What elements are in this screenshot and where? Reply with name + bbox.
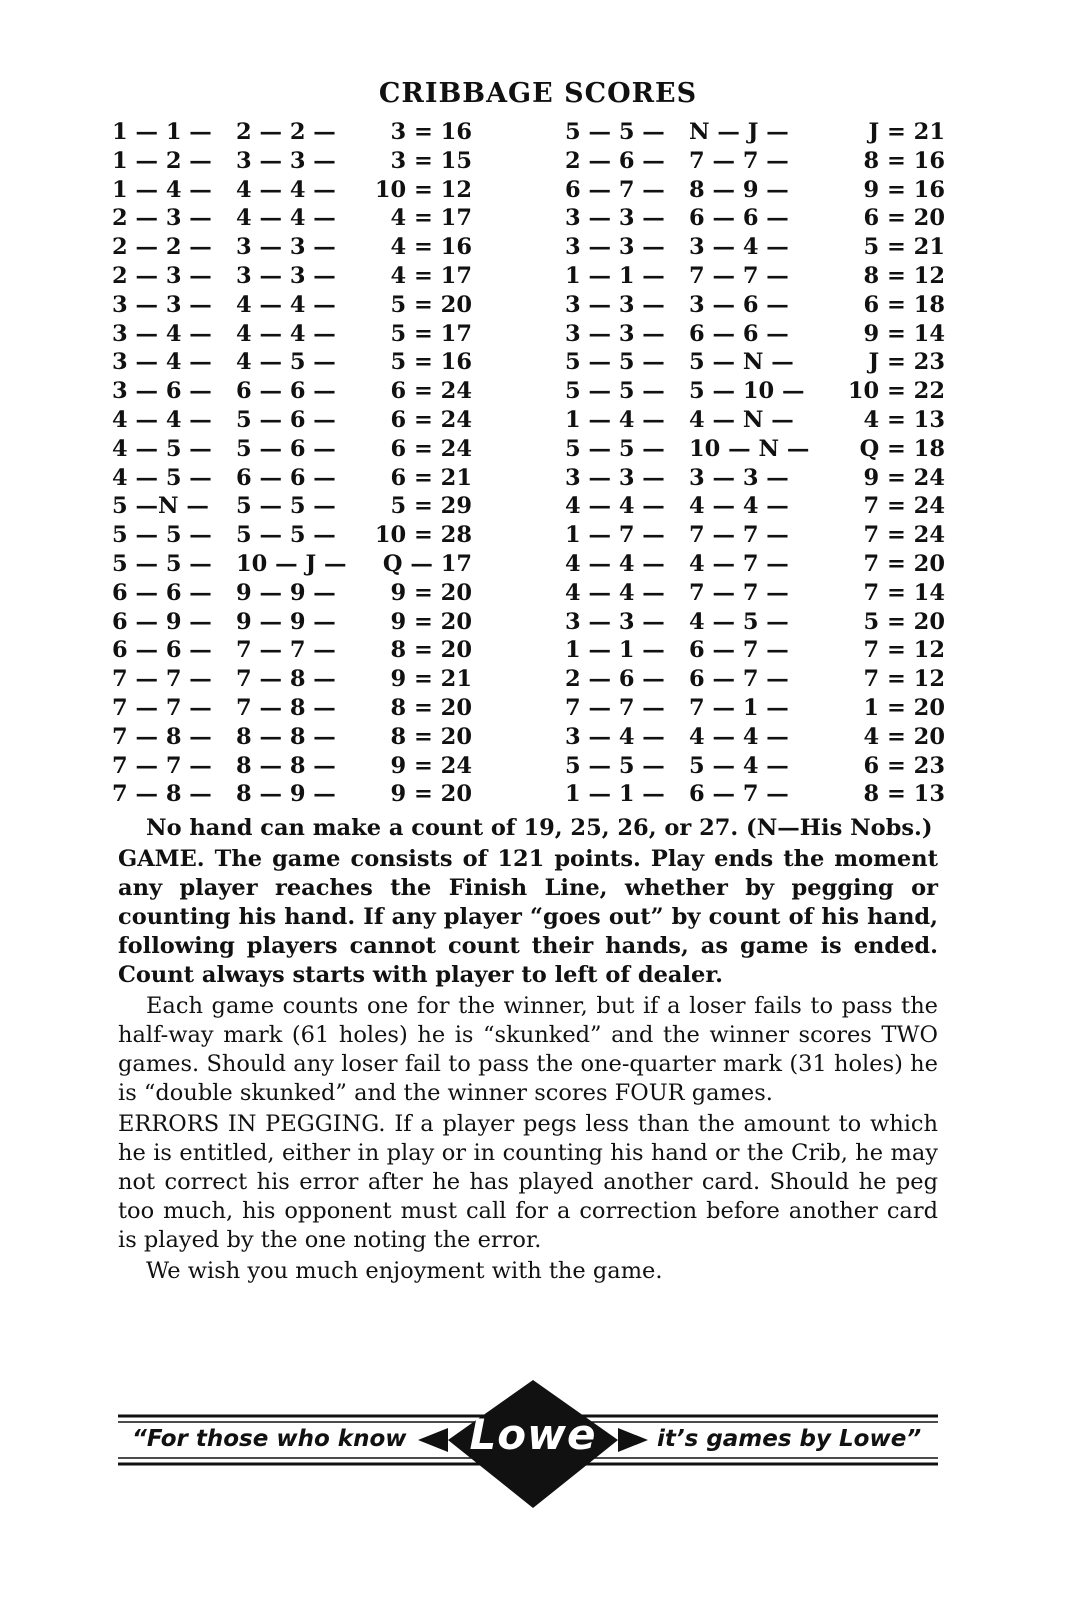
score-cell: 6 — 6 — bbox=[236, 378, 336, 405]
skunk-paragraph: Each game counts one for the winner, but if a loser fails to pass the half-way mark (61 holes) he is “skunked” and the winner scores TWO games. Should any loser fail to pass the one-quarter mark (31 holes) he is “double skunked” and the winner scores FOUR games. bbox=[118, 993, 938, 1106]
score-cell: 7 = 24 bbox=[863, 493, 945, 520]
score-cell: 5 — 5 — bbox=[112, 550, 212, 577]
score-row bbox=[112, 579, 472, 608]
score-row bbox=[112, 464, 472, 493]
score-cell: 9 = 20 bbox=[390, 608, 472, 635]
score-cell: 1 — 7 — bbox=[565, 522, 665, 549]
score-cell: 3 — 3 — bbox=[112, 291, 212, 318]
score-row bbox=[112, 406, 472, 435]
score-row bbox=[112, 118, 472, 147]
score-cell: 6 = 18 bbox=[863, 291, 945, 318]
score-cell: 5 = 20 bbox=[863, 608, 945, 635]
score-cell: 8 = 20 bbox=[390, 637, 472, 664]
score-cell: 9 = 20 bbox=[390, 579, 472, 606]
score-cell: 10 — N — bbox=[689, 435, 810, 462]
score-row bbox=[112, 665, 472, 694]
score-cell: 6 = 20 bbox=[863, 205, 945, 232]
score-cell: 3 — 3 — bbox=[565, 291, 665, 318]
score-cell: 6 — 6 — bbox=[689, 320, 789, 347]
score-row bbox=[112, 435, 472, 464]
score-row bbox=[565, 780, 945, 809]
score-cell: 4 = 20 bbox=[863, 723, 945, 750]
score-cell: 7 — 7 — bbox=[565, 694, 665, 721]
score-cell: 2 — 6 — bbox=[565, 147, 665, 174]
score-cell: 1 — 1 — bbox=[112, 119, 212, 145]
score-cell: 2 — 6 — bbox=[565, 666, 665, 693]
score-cell: 4 = 17 bbox=[390, 262, 472, 289]
score-cell: 2 — 2 — bbox=[112, 234, 212, 261]
score-cell: 3 — 3 — bbox=[565, 205, 665, 232]
score-row bbox=[112, 492, 472, 521]
score-cell: 5 — 6 — bbox=[236, 435, 336, 462]
score-cell: 7 — 7 — bbox=[236, 637, 336, 664]
score-row bbox=[565, 233, 945, 262]
score-cell: 3 = 16 bbox=[390, 119, 472, 145]
score-cell: 8 — 9 — bbox=[236, 781, 336, 808]
score-cell: 5 — 5 — bbox=[236, 522, 336, 549]
score-cell: 2 — 3 — bbox=[112, 262, 212, 289]
score-cell: 5 — 5 — bbox=[565, 378, 665, 405]
score-cell: 5 — 5 — bbox=[112, 522, 212, 549]
score-cell: 3 — 3 — bbox=[236, 262, 336, 289]
score-row bbox=[565, 291, 945, 320]
score-cell: Q = 18 bbox=[859, 435, 945, 462]
scores-column-left bbox=[112, 118, 472, 809]
score-row bbox=[112, 176, 472, 205]
score-cell: 8 — 8 — bbox=[236, 752, 336, 779]
score-cell: 3 — 3 — bbox=[565, 320, 665, 347]
score-cell: 4 — 4 — bbox=[236, 176, 336, 203]
score-cell: 7 = 24 bbox=[863, 522, 945, 549]
score-cell: 9 — 9 — bbox=[236, 579, 336, 606]
score-cell: 5 — 5 — bbox=[565, 119, 665, 145]
score-cell: 6 — 7 — bbox=[565, 176, 665, 203]
score-row bbox=[565, 723, 945, 752]
score-cell: 4 — 5 — bbox=[112, 435, 212, 462]
score-cell: 4 — 5 — bbox=[236, 349, 336, 376]
score-cell: 7 — 8 — bbox=[236, 694, 336, 721]
score-row bbox=[565, 550, 945, 579]
score-cell: 5 — 5 — bbox=[236, 493, 336, 520]
score-cell: 5 = 17 bbox=[390, 320, 472, 347]
score-cell: 5 —N — bbox=[112, 493, 209, 520]
score-row bbox=[565, 147, 945, 176]
score-cell: 9 = 16 bbox=[863, 176, 945, 203]
score-row bbox=[565, 636, 945, 665]
score-row bbox=[112, 608, 472, 637]
scores-column-right bbox=[565, 118, 945, 809]
score-cell: 5 = 29 bbox=[390, 493, 472, 520]
score-cell: 6 = 23 bbox=[863, 752, 945, 779]
score-cell: 8 — 8 — bbox=[236, 723, 336, 750]
score-cell: 8 = 13 bbox=[863, 781, 945, 808]
score-cell: 7 = 12 bbox=[863, 666, 945, 693]
score-cell: 5 — 10 — bbox=[689, 378, 805, 405]
score-row bbox=[565, 579, 945, 608]
score-cell: 1 = 20 bbox=[863, 694, 945, 721]
score-cell: 4 = 16 bbox=[390, 234, 472, 261]
closing-paragraph: We wish you much enjoyment with the game. bbox=[146, 1258, 663, 1284]
score-cell: 4 = 13 bbox=[863, 406, 945, 433]
score-cell: 4 — 4 — bbox=[565, 493, 665, 520]
score-row bbox=[565, 521, 945, 550]
score-cell: 2 — 2 — bbox=[236, 119, 336, 145]
score-cell: 4 — 4 — bbox=[689, 723, 789, 750]
score-cell: 3 — 3 — bbox=[689, 464, 789, 491]
score-cell: 4 — 4 — bbox=[689, 493, 789, 520]
score-cell: 1 — 1 — bbox=[565, 637, 665, 664]
score-row bbox=[565, 435, 945, 464]
score-cell: 5 = 21 bbox=[863, 234, 945, 261]
score-cell: 3 — 3 — bbox=[565, 608, 665, 635]
score-cell: 4 = 17 bbox=[390, 205, 472, 232]
score-cell: 6 = 24 bbox=[390, 435, 472, 462]
score-row bbox=[112, 636, 472, 665]
score-row bbox=[112, 550, 472, 579]
score-cell: 3 — 4 — bbox=[112, 349, 212, 376]
score-cell: 3 — 6 — bbox=[689, 291, 789, 318]
score-cell: J = 21 bbox=[868, 119, 945, 145]
rules-text bbox=[118, 814, 938, 1288]
score-cell: 5 = 20 bbox=[390, 291, 472, 318]
score-cell: 7 = 12 bbox=[863, 637, 945, 664]
score-row bbox=[112, 147, 472, 176]
score-cell: 10 = 22 bbox=[847, 378, 945, 405]
score-row bbox=[112, 521, 472, 550]
score-cell: 4 — 7 — bbox=[689, 550, 789, 577]
score-cell: 9 — 9 — bbox=[236, 608, 336, 635]
score-cell: 9 = 21 bbox=[390, 666, 472, 693]
score-cell: 4 — 4 — bbox=[565, 579, 665, 606]
score-cell: 4 — N — bbox=[689, 406, 794, 433]
page-title: CRIBBAGE SCORES bbox=[378, 78, 698, 109]
score-cell: 3 — 3 — bbox=[565, 464, 665, 491]
score-cell: 7 — 7 — bbox=[112, 752, 212, 779]
score-row bbox=[565, 752, 945, 781]
score-cell: 9 = 14 bbox=[863, 320, 945, 347]
score-cell: 6 — 7 — bbox=[689, 781, 789, 808]
score-cell: 8 = 12 bbox=[863, 262, 945, 289]
score-cell: 7 — 8 — bbox=[236, 666, 336, 693]
score-cell: 4 — 4 — bbox=[236, 205, 336, 232]
score-cell: 4 — 4 — bbox=[565, 550, 665, 577]
score-cell: 7 — 7 — bbox=[689, 579, 789, 606]
score-cell: 1 — 2 — bbox=[112, 147, 212, 174]
score-row bbox=[565, 377, 945, 406]
score-row bbox=[565, 665, 945, 694]
score-cell: 2 — 3 — bbox=[112, 205, 212, 232]
score-cell: 6 — 7 — bbox=[689, 666, 789, 693]
score-cell: 5 — 6 — bbox=[236, 406, 336, 433]
score-cell: 9 = 24 bbox=[863, 464, 945, 491]
footer-banner bbox=[118, 1380, 938, 1530]
score-cell: N — J — bbox=[689, 119, 789, 145]
score-cell: 4 — 4 — bbox=[236, 291, 336, 318]
score-row bbox=[565, 118, 945, 147]
slogan-left: “For those who know bbox=[128, 1426, 411, 1452]
score-cell: 3 = 15 bbox=[390, 147, 472, 174]
score-row bbox=[112, 262, 472, 291]
score-row bbox=[565, 204, 945, 233]
score-cell: 9 = 24 bbox=[390, 752, 472, 779]
score-cell: 5 — 4 — bbox=[689, 752, 789, 779]
score-cell: 5 — 5 — bbox=[565, 349, 665, 376]
score-cell: 1 — 4 — bbox=[565, 406, 665, 433]
score-cell: 6 — 7 — bbox=[689, 637, 789, 664]
slogan-right: it’s games by Lowe” bbox=[653, 1426, 925, 1452]
score-cell: 7 — 7 — bbox=[689, 262, 789, 289]
score-cell: J = 23 bbox=[868, 349, 945, 376]
score-cell: 5 — 5 — bbox=[565, 752, 665, 779]
score-cell: 3 — 4 — bbox=[565, 723, 665, 750]
score-cell: 1 — 1 — bbox=[565, 262, 665, 289]
errors-paragraph: ERRORS IN PEGGING. If a player pegs less than the amount to which he is entitled, either in play or in counting his hand or the Crib, he may not correct his error after he has played another card. Should he peg too much, his opponent must call for a correction before another card is played by the one noting the error. bbox=[118, 1111, 938, 1253]
score-cell: 7 — 8 — bbox=[112, 723, 212, 750]
lowe-logo: Lowe bbox=[469, 1410, 597, 1459]
score-cell: 1 — 4 — bbox=[112, 176, 212, 203]
score-row bbox=[112, 377, 472, 406]
score-row bbox=[565, 348, 945, 377]
score-cell: 4 — 5 — bbox=[112, 464, 212, 491]
score-cell: 6 = 24 bbox=[390, 378, 472, 405]
score-cell: 8 — 9 — bbox=[689, 176, 789, 203]
score-row bbox=[565, 320, 945, 349]
score-cell: 5 — 5 — bbox=[565, 435, 665, 462]
score-row bbox=[565, 262, 945, 291]
score-row bbox=[565, 694, 945, 723]
score-cell: 9 = 20 bbox=[390, 781, 472, 808]
score-cell: 7 — 7 — bbox=[689, 147, 789, 174]
score-cell: 10 — J — bbox=[236, 550, 347, 577]
score-cell: 3 — 3 — bbox=[236, 147, 336, 174]
score-row bbox=[112, 723, 472, 752]
score-row bbox=[565, 406, 945, 435]
score-cell: 7 — 7 — bbox=[112, 666, 212, 693]
score-cell: 3 — 3 — bbox=[565, 234, 665, 261]
score-cell: 4 — 4 — bbox=[112, 406, 212, 433]
score-cell: 10 = 28 bbox=[374, 522, 472, 549]
score-row bbox=[112, 233, 472, 262]
score-cell: 1 — 1 — bbox=[565, 781, 665, 808]
score-cell: 7 — 8 — bbox=[112, 781, 212, 808]
score-cell: 4 — 5 — bbox=[689, 608, 789, 635]
score-cell: 7 — 7 — bbox=[689, 522, 789, 549]
score-cell: 3 — 6 — bbox=[112, 378, 212, 405]
score-cell: 6 — 6 — bbox=[689, 205, 789, 232]
score-cell: 5 = 16 bbox=[390, 349, 472, 376]
score-row bbox=[565, 464, 945, 493]
score-cell: 7 — 1 — bbox=[689, 694, 789, 721]
score-cell: 3 — 4 — bbox=[689, 234, 789, 261]
score-row bbox=[112, 291, 472, 320]
score-cell: 8 = 16 bbox=[863, 147, 945, 174]
score-cell: 7 = 14 bbox=[863, 579, 945, 606]
score-cell: 10 = 12 bbox=[374, 176, 472, 203]
score-cell: 6 — 6 — bbox=[112, 637, 212, 664]
score-cell: 3 — 4 — bbox=[112, 320, 212, 347]
score-row bbox=[565, 608, 945, 637]
score-row bbox=[112, 694, 472, 723]
score-cell: 6 — 6 — bbox=[112, 579, 212, 606]
game-paragraph: GAME. The game consists of 121 points. Play ends the moment any player reaches the Finish Line, whether by pegging or counting his hand. If any player “goes out” by count of his hand, following players cannot count their hands, as game is ended. Count always starts with player to left of dealer. bbox=[118, 846, 938, 988]
score-cell: 6 = 21 bbox=[390, 464, 472, 491]
score-cell: 8 = 20 bbox=[390, 723, 472, 750]
score-cell: 6 — 6 — bbox=[236, 464, 336, 491]
score-cell: 5 — N — bbox=[689, 349, 794, 376]
score-cell: 6 = 24 bbox=[390, 406, 472, 433]
no-hand-paragraph: No hand can make a count of 19, 25, 26, or 27. (N—His Nobs.) bbox=[146, 815, 933, 841]
score-cell: 3 — 3 — bbox=[236, 234, 336, 261]
score-cell: 7 = 20 bbox=[863, 550, 945, 577]
score-row bbox=[112, 752, 472, 781]
score-row bbox=[565, 176, 945, 205]
score-cell: Q — 17 bbox=[382, 550, 472, 577]
score-row bbox=[565, 492, 945, 521]
score-row bbox=[112, 204, 472, 233]
score-cell: 7 — 7 — bbox=[112, 694, 212, 721]
score-cell: 4 — 4 — bbox=[236, 320, 336, 347]
score-row bbox=[112, 780, 472, 809]
score-row bbox=[112, 348, 472, 377]
score-cell: 6 — 9 — bbox=[112, 608, 212, 635]
score-cell: 8 = 20 bbox=[390, 694, 472, 721]
score-row bbox=[112, 320, 472, 349]
